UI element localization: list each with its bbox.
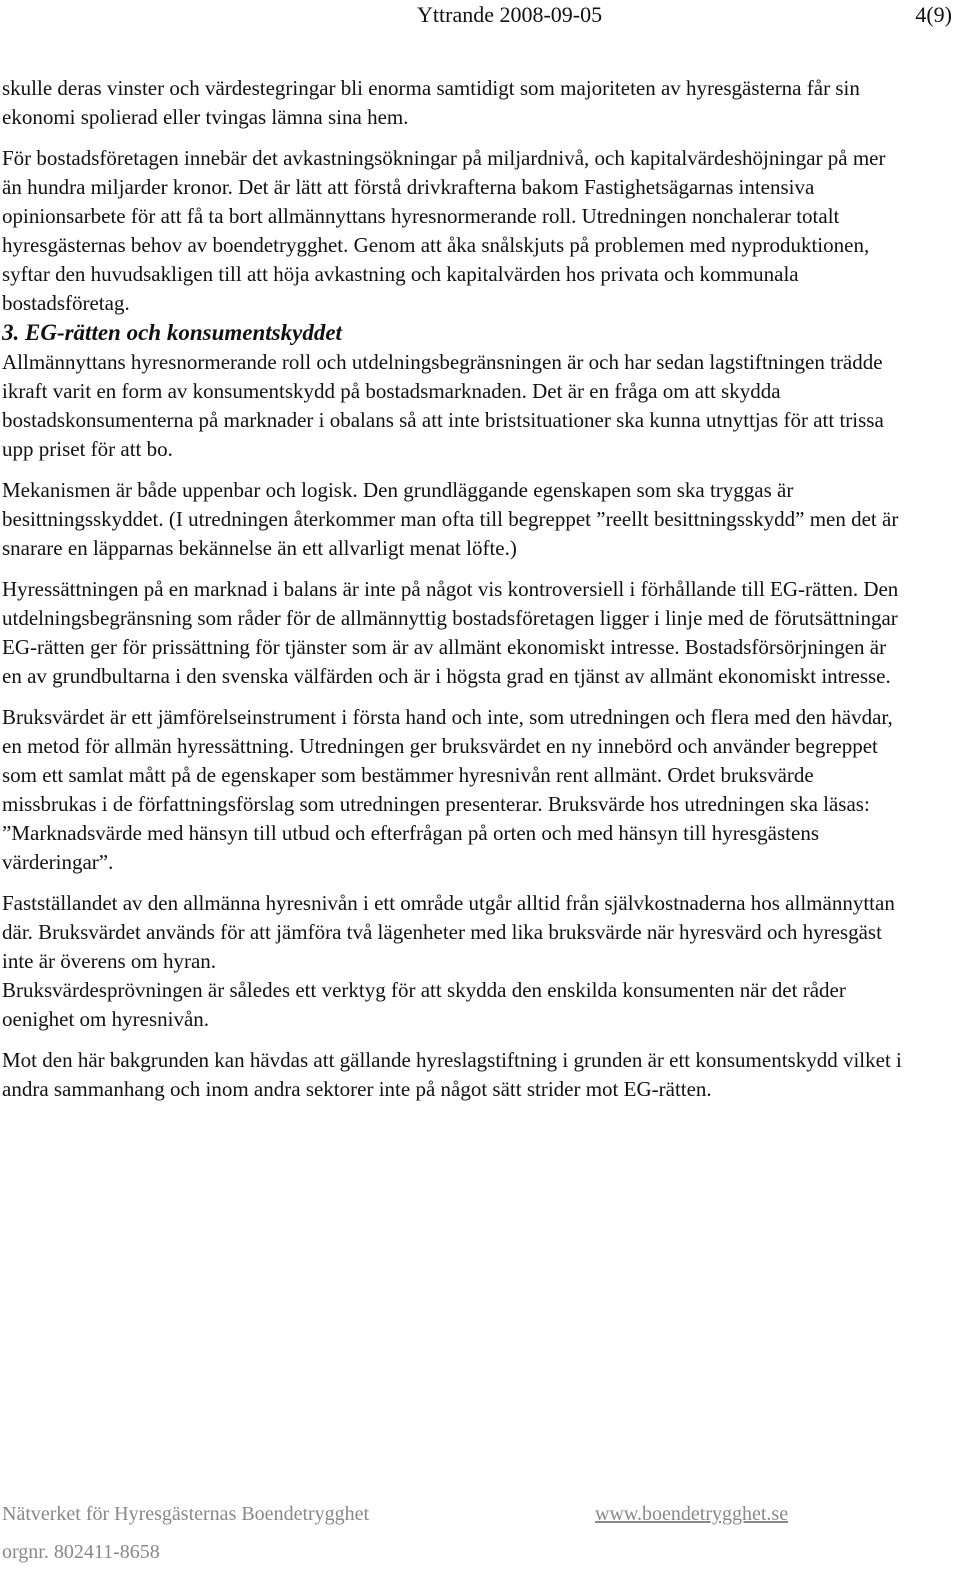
paragraph-7: Fastställandet av den allmänna hyresnivån i ett område utgår alltid från självkostnaderna hos allmännyttan där. Bruksvärdet används för att jämföra två lägenheter med lika bruksvärde när hyresvärd och hyresgäst inte är överens om hyran. xyxy=(2,891,895,973)
paragraph-4: Mekanismen är både uppenbar och logisk. Den grundläggande egenskapen som ska tryggas är besittningsskyddet. (I utredningen återkommer man ofta till begreppet ”reellt besittningsskydd” men det är snarare en läpparnas bekännelse än ett allvarligt menat löfte.) xyxy=(2,478,899,560)
footer-organization: Nätverket för Hyresgästernas Boendetrygghet xyxy=(2,1503,370,1525)
document-body xyxy=(2,74,902,1104)
footer-orgnr: orgnr. 802411-8658 xyxy=(2,1541,160,1563)
paragraph-6: Bruksvärdet är ett jämförelseinstrument i första hand och inte, som utredningen och flera med den hävdar, en metod för allmän hyressättning. Utredningen ger bruksvärdet en ny innebörd och använder begreppet som ett samlat mått på de egenskaper som bestämmer hyresnivån rent allmänt. Ordet bruksvärde missbrukas i de författningsförslag som utredningen presenterar. Bruksvärde hos utredningen ska läsas: ”Marknadsvärde med hänsyn till utbud och efterfrågan på orten och med hänsyn till hyresgästens värderingar”. xyxy=(2,705,893,874)
section-heading: 3. EG-rätten och konsumentskyddet xyxy=(2,320,342,345)
paragraph-2: För bostadsföretagen innebär det avkastningsökningar på miljardnivå, och kapitalvärdeshöjningar på mer än hundra miljarder kronor. Det är lätt att förstå drivkrafterna bakom Fastighetsägarnas intensiva opinionsarbete för att få ta bort allmännyttans hyresnormerande roll. Utredningen nonchalerar totalt hyresgästernas behov av boendetrygghet. Genom att åka snålskjuts på problemen med nyproduktionen, syftar den huvudsakligen till att höja avkastning och kapitalvärden hos privata och kommunala bostadsföretag. xyxy=(2,146,886,315)
paragraph-5: Hyressättningen på en marknad i balans är inte på något vis kontroversiell i förhållande till EG-rätten. Den utdelningsbegränsning som råder för de allmännyttig bostadsföretagen ligger i linje med de förutsättningar EG-rätten ger för prissättning för tjänster som är av allmänt ekonomiskt intresse. Bostadsförsörjningen är en av grundbultarna i den svenska välfärden och är i högsta grad en tjänst av allmänt ekonomiskt intresse. xyxy=(2,577,899,688)
paragraph-8: Mot den här bakgrunden kan hävdas att gällande hyreslagstiftning i grunden är ett konsumentskydd vilket i andra sammanhang och inom andra sektorer inte på något sätt strider mot EG-rätten. xyxy=(2,1048,902,1101)
paragraph-7b: Bruksvärdesprövningen är således ett verktyg för att skydda den enskilda konsumenten när det råder oenighet om hyresnivån. xyxy=(2,978,846,1031)
document-title: Yttrande 2008-09-05 xyxy=(417,2,603,27)
paragraph-1: skulle deras vinster och värdestegringar bli enorma samtidigt som majoriteten av hyresgästerna får sin ekonomi spolierad eller tvingas lämna sina hem. xyxy=(2,76,860,129)
paragraph-3: Allmännyttans hyresnormerande roll och utdelningsbegränsningen är och har sedan lagstiftningen trädde ikraft varit en form av konsumentskydd på bostadsmarknaden. Det är en fråga om att skydda bostadskonsumenterna på marknader i obalans så att inte bristsituationer ska kunna utnyttjas för att trissa upp priset för att bo. xyxy=(2,350,884,461)
page-header xyxy=(0,0,960,30)
footer-website-link[interactable]: www.boendetrygghet.se xyxy=(595,1503,789,1525)
page-number: 4(9) xyxy=(915,2,952,27)
